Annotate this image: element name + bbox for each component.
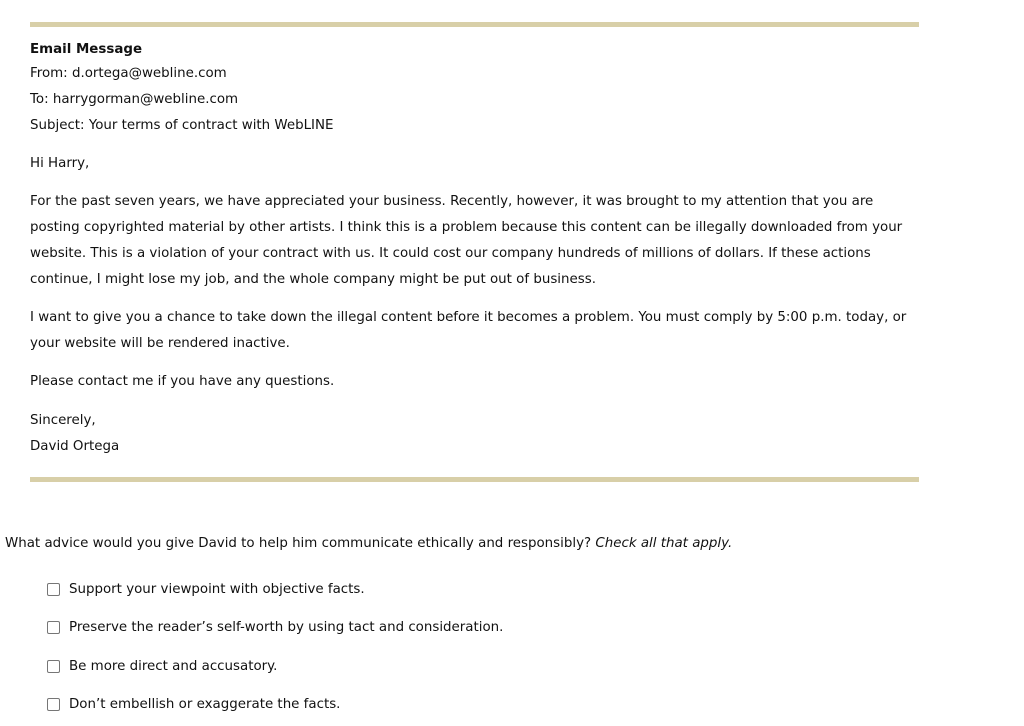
option-1-label[interactable]: Support your viewpoint with objective facts.	[69, 581, 365, 597]
question-prompt	[5, 533, 1005, 555]
option-3-label[interactable]: Be more direct and accusatory.	[69, 658, 278, 674]
email-paragraph-2: I want to give you a chance to take down the illegal content before it becomes a problem. You must comply by 5:00 p.m. today, or your website will be rendered inactive.	[30, 310, 907, 351]
option-3[interactable]	[47, 655, 947, 677]
option-2-checkbox[interactable]	[47, 621, 60, 634]
email-title: Email Message	[30, 42, 143, 57]
option-4-label[interactable]: Don’t embellish or exaggerate the facts.	[69, 697, 341, 713]
email-paragraph-1: For the past seven years, we have appreciated your business. Recently, however, it was brought to my attention that you are posting copyrighted material by other artists. I think this is a problem because this content can be illegally downloaded from your website. This is a violation of your contract with us. It could cost our company hundreds of millions of dollars. If these actions continue, I might lose my job, and the whole company might be put out of business.	[30, 194, 903, 287]
option-3-checkbox[interactable]	[47, 660, 60, 673]
email-greeting: Hi Harry,	[30, 155, 90, 171]
bottom-divider	[30, 477, 919, 482]
email-message-panel	[30, 22, 919, 482]
option-1-checkbox[interactable]	[47, 583, 60, 596]
question-text: What advice would you give David to help him communicate ethically and responsibly?	[5, 536, 592, 551]
question-instruction: Check all that apply.	[595, 536, 733, 551]
email-paragraph-3: Please contact me if you have any questions.	[30, 374, 335, 390]
email-subject: Subject: Your terms of contract with WebLINE	[30, 117, 334, 133]
email-signature: David Ortega	[30, 438, 120, 454]
option-4-checkbox[interactable]	[47, 698, 60, 711]
email-closing: Sincerely,	[30, 412, 96, 428]
option-4[interactable]	[47, 694, 947, 716]
option-2-label[interactable]: Preserve the reader’s self-worth by using tact and consideration.	[69, 620, 504, 636]
email-body	[30, 27, 919, 477]
option-2[interactable]	[47, 617, 947, 639]
option-1[interactable]	[47, 578, 947, 600]
email-to: To: harrygorman@webline.com	[30, 91, 239, 107]
answer-options	[47, 578, 947, 726]
email-from: From: d.ortega@webline.com	[30, 66, 227, 81]
